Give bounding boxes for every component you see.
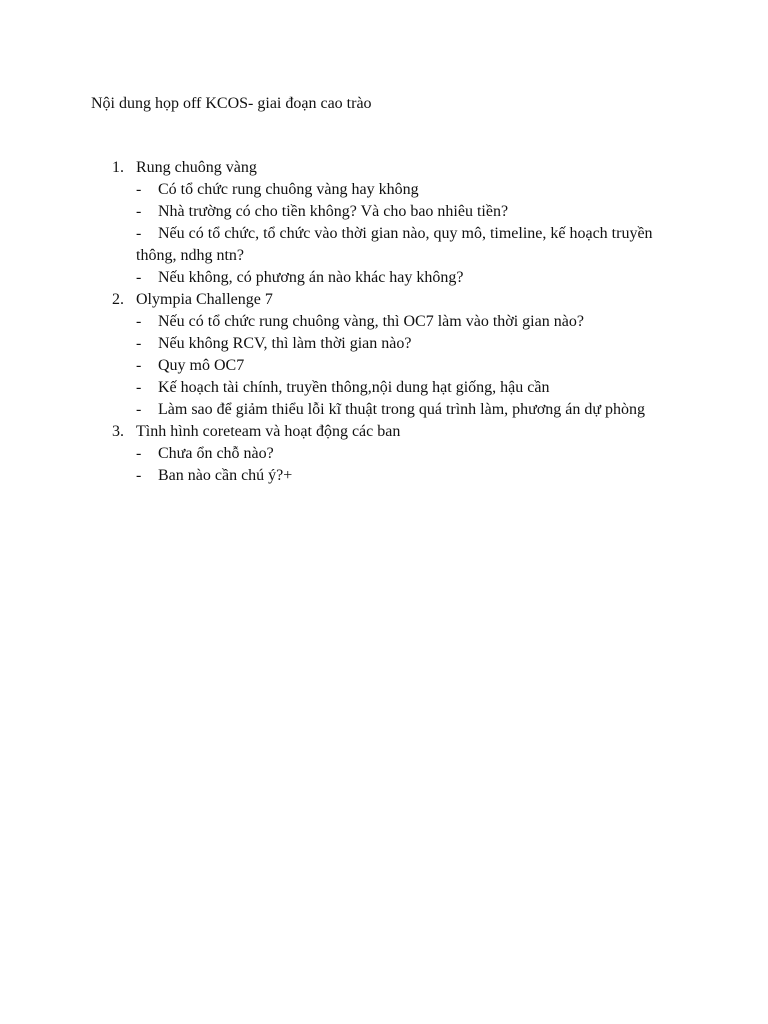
bullet-dash: - (136, 379, 142, 396)
list-item (0, 377, 768, 399)
list-item (0, 267, 768, 289)
list-item (0, 223, 768, 267)
list-item-text: Chưa ổn chỗ nào? (158, 445, 274, 462)
bullet-dash: - (136, 313, 142, 330)
bullet-dash: - (136, 357, 142, 374)
bullet-dash: - (136, 203, 142, 220)
list-item-text: Nếu không RCV, thì làm thời gian nào? (158, 335, 412, 352)
bullet-dash: - (136, 401, 142, 418)
list-item (0, 465, 768, 487)
list-item-text: Quy mô OC7 (158, 357, 245, 374)
list-item-text: Làm sao để giảm thiểu lỗi kĩ thuật trong quá trình làm, phương án dự phòng (158, 401, 646, 418)
list-item (0, 311, 768, 333)
section-number: 2. (112, 291, 124, 308)
list-item-text: Nếu không, có phương án nào khác hay không? (158, 269, 464, 286)
section-heading (0, 421, 768, 443)
section-heading (0, 289, 768, 311)
section-title: Rung chuông vàng (136, 159, 257, 176)
section-title: Olympia Challenge 7 (136, 291, 273, 308)
bullet-dash: - (136, 225, 142, 242)
document-title: Nội dung họp off KCOS- giai đoạn cao trào (91, 95, 372, 112)
list-item-text: Nếu có tổ chức, tổ chức vào thời gian nào, quy mô, timeline, kế hoạch truyền thông, ndhg ntn? (136, 225, 653, 264)
list-item-text: Ban nào cần chú ý?+ (158, 467, 293, 484)
list-item (0, 179, 768, 201)
bullet-dash: - (136, 467, 142, 484)
bullet-dash: - (136, 181, 142, 198)
list-item-text: Nhà trường có cho tiền không? Và cho bao nhiêu tiền? (158, 203, 509, 220)
section-number: 1. (112, 159, 124, 176)
list-item (0, 355, 768, 377)
list-item (0, 399, 768, 421)
bullet-dash: - (136, 269, 142, 286)
bullet-dash: - (136, 445, 142, 462)
section-title: Tình hình coreteam và hoạt động các ban (136, 423, 401, 440)
section-number: 3. (112, 423, 124, 440)
section-heading (0, 157, 768, 179)
numbered-list (0, 157, 768, 487)
list-item-text: Kế hoạch tài chính, truyền thông,nội dung hạt giống, hậu cần (158, 379, 550, 396)
bullet-dash: - (136, 335, 142, 352)
list-item-text: Có tổ chức rung chuông vàng hay không (158, 181, 419, 198)
list-item (0, 333, 768, 355)
list-item (0, 201, 768, 223)
list-item (0, 443, 768, 465)
list-item-text: Nếu có tổ chức rung chuông vàng, thì OC7 làm vào thời gian nào? (158, 313, 584, 330)
